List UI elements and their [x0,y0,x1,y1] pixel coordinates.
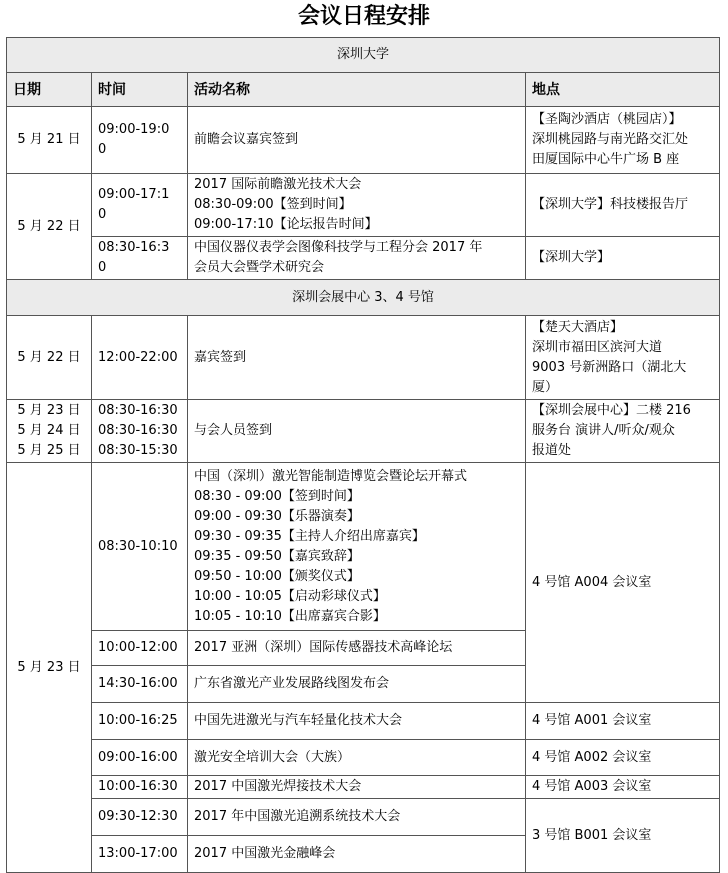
location-cell: 3 号馆 B001 会议室 [526,799,720,873]
date-cell: 5 月 21 日 [7,107,92,174]
event-cell: 2017 中国激光焊接技术大会 [188,776,526,799]
venue-row [7,280,720,316]
time-cell: 09:00-16:00 [92,740,188,776]
time-cell: 09:00-17:1 0 [92,174,188,237]
event-cell: 中国先进激光与汽车轻量化技术大会 [188,703,526,740]
event-cell: 2017 年中国激光追溯系统技术大会 [188,799,526,836]
table-row [7,740,720,776]
date-cell: 5 月 22 日 [7,174,92,280]
header-time: 时间 [92,73,188,107]
table-row [7,463,720,631]
location-cell: 4 号馆 A001 会议室 [526,703,720,740]
table-row [7,703,720,740]
time-cell: 10:00-12:00 [92,631,188,666]
event-cell: 中国（深圳）激光智能制造博览会暨论坛开幕式 08:30 - 09:00【签到时间】 09:00 - 09:30【乐器演奏】 09:30 - 09:35【主持人介绍出席嘉宾】 09:35 - 09:50【嘉宾致辞】 09:50 - 10:00【颁奖仪式】 10:00 - 10:05【启动彩球仪式】 10:05 - 10:10【出席嘉宾合影】 [188,463,526,631]
venue-name: 深圳大学 [7,38,720,73]
venue-name: 深圳会展中心 3、4 号馆 [7,280,720,316]
time-cell: 10:00-16:25 [92,703,188,740]
venue-row [7,38,720,73]
location-cell: 4 号馆 A003 会议室 [526,776,720,799]
table-row [7,237,720,280]
event-cell: 激光安全培训大会（大族） [188,740,526,776]
event-cell: 中国仪器仪表学会图像科技学与工程分会 2017 年 会员大会暨学术研究会 [188,237,526,280]
location-cell: 4 号馆 A004 会议室 [526,463,720,703]
header-location: 地点 [526,73,720,107]
time-cell: 13:00-17:00 [92,836,188,873]
date-cell: 5 月 23 日 [7,463,92,873]
event-cell: 嘉宾签到 [188,316,526,400]
event-cell: 前瞻会议嘉宾签到 [188,107,526,174]
time-cell: 08:30-16:30 08:30-16:30 08:30-15:30 [92,400,188,463]
date-cell: 5 月 23 日 5 月 24 日 5 月 25 日 [7,400,92,463]
table-row [7,107,720,174]
header-date: 日期 [7,73,92,107]
table-row [7,799,720,836]
time-cell: 10:00-16:30 [92,776,188,799]
event-cell: 2017 中国激光金融峰会 [188,836,526,873]
location-cell: 4 号馆 A002 会议室 [526,740,720,776]
event-cell: 广东省激光产业发展路线图发布会 [188,666,526,703]
table-header [7,73,720,107]
time-cell: 14:30-16:00 [92,666,188,703]
page-title: 会议日程安排 [297,4,430,29]
time-cell: 08:30-10:10 [92,463,188,631]
location-cell: 【楚天大酒店】 深圳市福田区滨河大道 9003 号新洲路口（湖北大 厦） [526,316,720,400]
date-cell: 5 月 22 日 [7,316,92,400]
schedule-table [6,37,720,873]
table-row [7,174,720,237]
location-cell: 【深圳大学】科技楼报告厅 [526,174,720,237]
table-row [7,776,720,799]
time-cell: 08:30-16:3 0 [92,237,188,280]
header-event: 活动名称 [188,73,526,107]
table-row [7,316,720,400]
table-row [7,400,720,463]
time-cell: 09:30-12:30 [92,799,188,836]
time-cell: 09:00-19:0 0 [92,107,188,174]
time-cell: 12:00-22:00 [92,316,188,400]
location-cell: 【深圳大学】 [526,237,720,280]
event-cell: 与会人员签到 [188,400,526,463]
event-cell: 2017 国际前瞻激光技术大会 08:30-09:00【签到时间】 09:00-17:10【论坛报告时间】 [188,174,526,237]
location-cell: 【深圳会展中心】二楼 216 服务台 演讲人/听众/观众 报道处 [526,400,720,463]
event-cell: 2017 亚洲（深圳）国际传感器技术高峰论坛 [188,631,526,666]
location-cell: 【圣陶沙酒店（桃园店）】 深圳桃园路与南光路交汇处 田厦国际中心牛广场 B 座 [526,107,720,174]
